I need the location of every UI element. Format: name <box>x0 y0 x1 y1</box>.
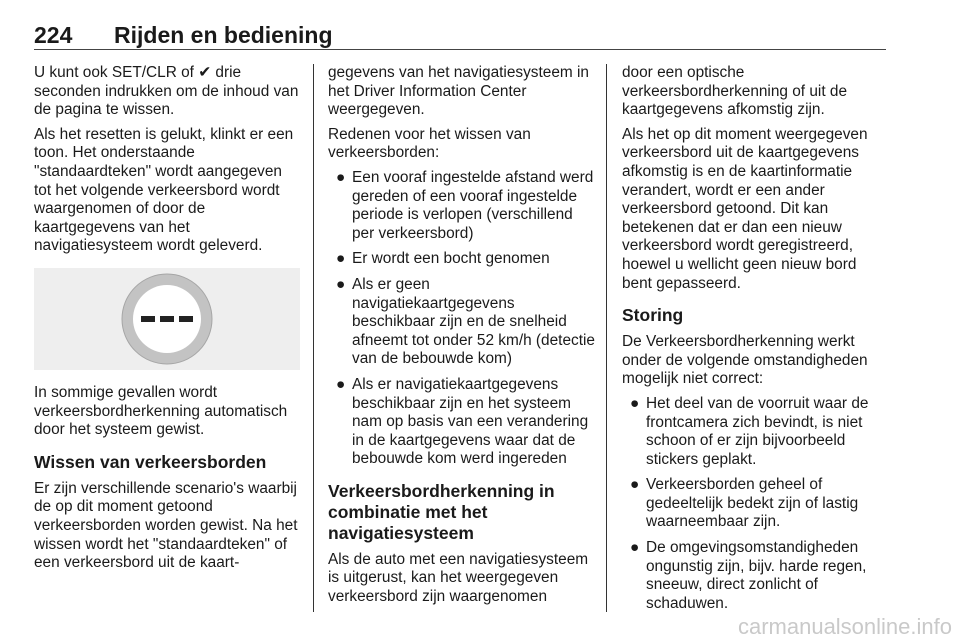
paragraph-set-clr: U kunt ook SET/CLR of ✔ drie seconden indrukken om de inhoud van de pagina te wissen. <box>34 64 299 119</box>
page-header <box>34 20 886 50</box>
checkmark-icon: ✔ <box>198 64 212 81</box>
sign-image <box>34 268 300 370</box>
list-item: ● Het deel van de voorruit waar de frontcamera zich bevindt, is niet schoon of er zijn bijvoorbeeld stickers geplakt. <box>630 394 869 468</box>
list-item: ● Een vooraf ingestelde afstand werd gereden of een vooraf ingestelde periode is verlopen (verschillend per verkeersbord) <box>336 168 594 242</box>
paragraph-origin: door een optische verkeersbordherkenning of uit de kaartgegevens afkomstig zijn. <box>622 64 848 119</box>
end-of-restriction-sign-icon <box>119 271 215 367</box>
heading-wissen: Wissen van verkeersborden <box>34 451 267 472</box>
column-1 <box>34 64 300 579</box>
heading-storing: Storing <box>622 305 684 326</box>
section-title: Rijden en bediening <box>114 22 333 48</box>
paragraph-map-change: Als het op dit moment weergegeven verkeersbord uit de kaartgegevens afkomstig is en de kaartinformatie verandert, wordt er een ander verkeersbord getoond. Dit kan betekenen dat er dan een nieuw verkeersbord wordt geregistreerd, hoewel u wellicht geen nieuw bord bent gepasseerd. <box>622 125 868 292</box>
header-rule <box>34 49 886 50</box>
paragraph-malfunction: De Verkeersbordherkenning werkt onder de volgende omstandigheden mogelijk niet correct: <box>622 333 868 388</box>
bullet-icon: ● <box>336 275 346 293</box>
paragraph-continued: gegevens van het navigatiesysteem in het Driver Information Center weergegeven. <box>328 64 589 119</box>
paragraph-auto-clear: In sommige gevallen wordt verkeersbordherkenning automatisch door het systeem gewist. <box>34 383 288 439</box>
column-divider-2 <box>606 64 607 612</box>
list-item: ● Er wordt een bocht genomen <box>336 250 550 268</box>
column-3 <box>622 64 890 620</box>
page-number: 224 <box>34 22 73 48</box>
watermark: carmanualsonline.info <box>737 614 952 639</box>
conditions-list <box>622 395 890 614</box>
list-item: ● Als er geen navigatiekaartgegevens beschikbaar zijn en de snelheid afneemt tot onder 52 km/h (detectie van de bebouwde kom) <box>336 275 595 368</box>
paragraph-navigation: Als de auto met een navigatiesysteem is uitgerust, kan het weergegeven verkeersbord zijn waargenomen <box>328 550 589 606</box>
paragraph-scenarios: Er zijn verschillende scenario's waarbij de op dit moment getoond verkeersborden worden gewist. Na het wissen wordt het "standaardteken" of een verkeersbord uit de kaart- <box>34 479 298 572</box>
heading-combinatie: Verkeersbordherkenning in combinatie met het navigatiesysteem <box>328 480 555 543</box>
reasons-list <box>328 169 596 469</box>
paragraph-reset: Als het resetten is gelukt, klinkt er een toon. Het onderstaande "standaardteken" wordt aangegeven tot het volgende verkeersbord wordt waargenomen of door de kaartgegevens van het navigatiesysteem wordt geleverd. <box>34 125 294 255</box>
list-item: ● De omgevingsomstandigheden ongunstig zijn, bijv. harde regen, sneeuw, direct zonlicht of schaduwen. <box>630 539 867 612</box>
bullet-icon: ● <box>630 394 640 412</box>
paragraph-reasons: Redenen voor het wissen van verkeersborden: <box>328 125 531 162</box>
bullet-icon: ● <box>336 250 346 268</box>
bullet-icon: ● <box>336 375 346 393</box>
column-divider-1 <box>313 64 314 612</box>
bullet-icon: ● <box>336 168 346 186</box>
bullet-icon: ● <box>630 476 640 494</box>
column-2 <box>328 64 596 613</box>
list-item: ● Als er navigatiekaartgegevens beschikbaar zijn en het systeem nam op basis van een verandering in de kaartgegevens waar dat de bebouwde kom werd ingereden <box>336 375 589 468</box>
bullet-icon: ● <box>630 539 640 557</box>
list-item: ● Verkeersborden geheel of gedeeltelijk bedekt zijn of lastig waarneembaar zijn. <box>630 476 859 531</box>
